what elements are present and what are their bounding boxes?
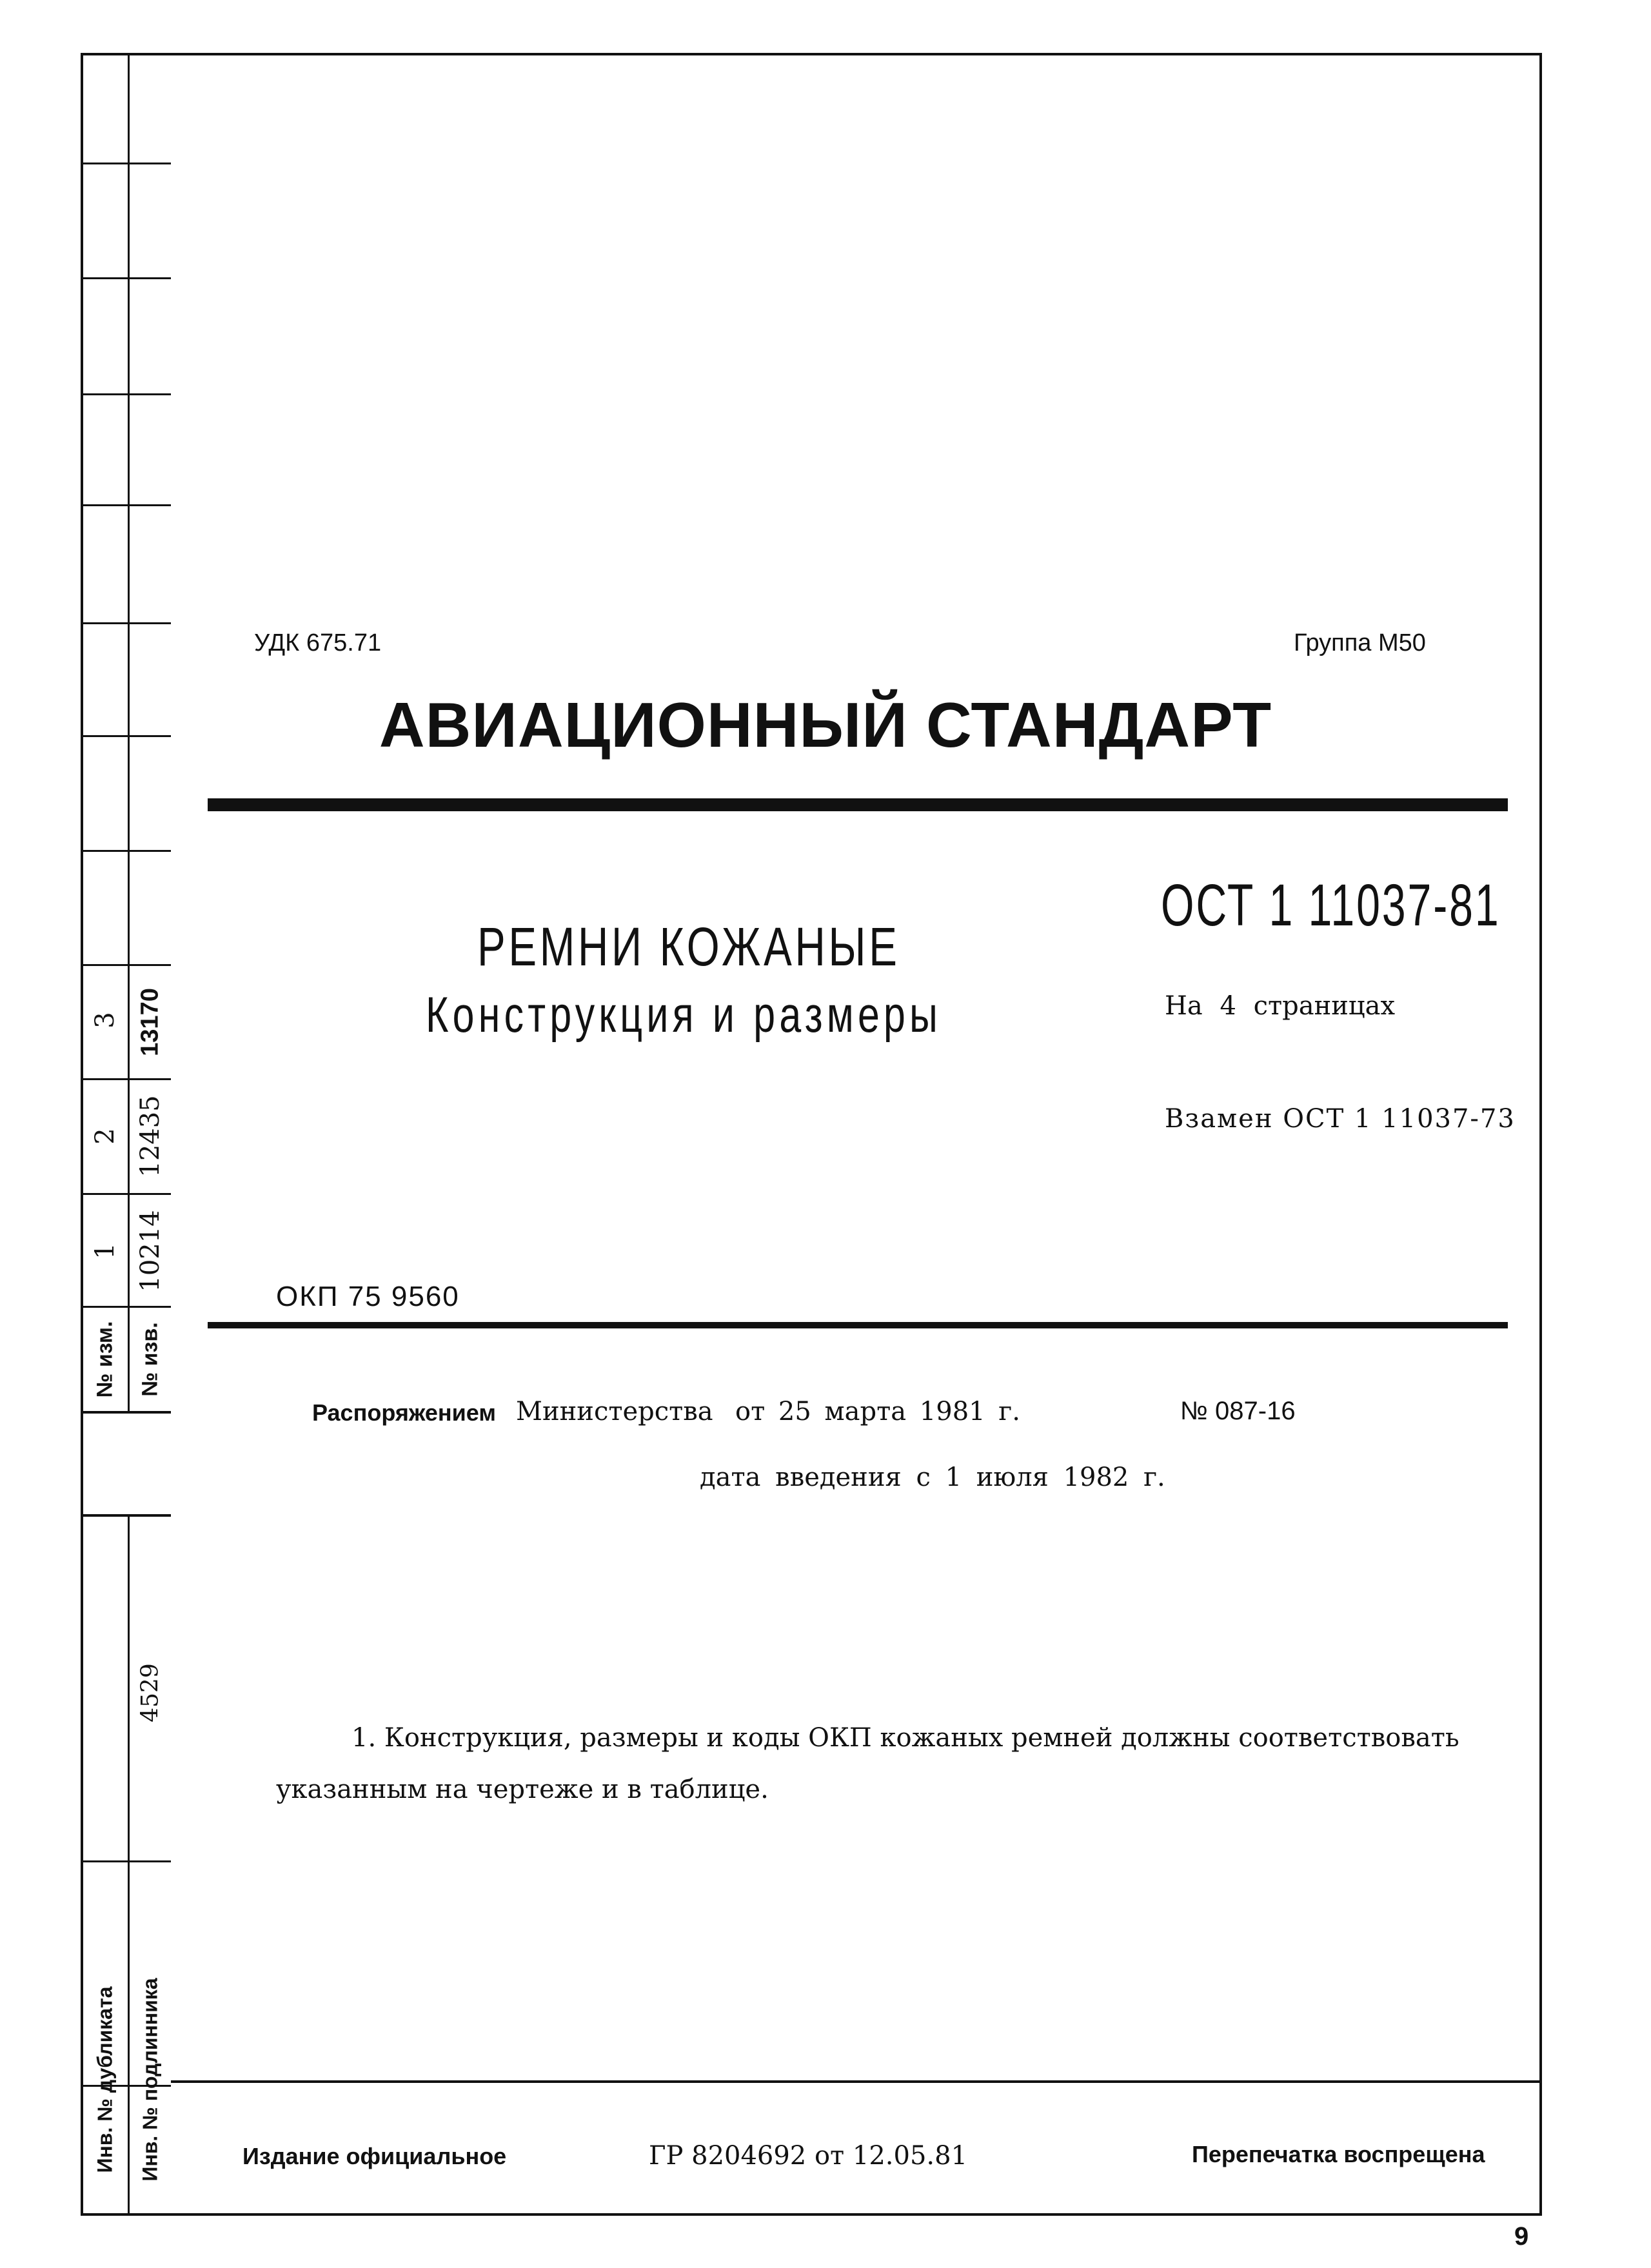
edition-note: Издание официальное xyxy=(242,2143,507,2169)
page-title: АВИАЦИОННЫЙ СТАНДАРТ xyxy=(379,689,1272,760)
paragraph-line: 1. Конструкция, размеры и коды ОКП кожаных ремней должны соответствовать xyxy=(351,1723,1459,1753)
standard-pages: На 4 страницах xyxy=(1165,991,1396,1021)
stamp-row-line xyxy=(81,1078,171,1080)
order-date: от 25 марта 1981 г. xyxy=(735,1397,1020,1426)
standard-name: РЕМНИ КОЖАНЫЕ xyxy=(477,916,900,977)
stamp-row-line xyxy=(81,1193,171,1195)
stamp-row-line xyxy=(81,850,171,852)
stamp-middle-line-lower xyxy=(128,1515,130,2216)
stamp-duplicate-label: Инв. № дубликата xyxy=(93,1986,117,2173)
title-rule xyxy=(208,798,1508,811)
footer-rule xyxy=(171,2080,1542,2083)
stamp-original-inventory: 4529 xyxy=(137,1663,164,1722)
okp-rule xyxy=(208,1322,1508,1328)
group-code: Группа М50 xyxy=(1294,629,1426,656)
standard-replaces: Взамен ОСТ 1 11037-73 xyxy=(1165,1104,1516,1134)
stamp-change-label: № изм. xyxy=(92,1321,117,1398)
standard-subtitle: Конструкция и размеры xyxy=(426,986,942,1043)
effective-date: дата введения с 1 июля 1982 г. xyxy=(700,1463,1165,1492)
okp-code: ОКП 75 9560 xyxy=(276,1281,460,1312)
order-number: № 087-16 xyxy=(1180,1397,1296,1425)
stamp-row-line xyxy=(81,622,171,624)
order-authority: Министерства xyxy=(516,1397,713,1426)
stamp-notice-number: 10214 xyxy=(135,1210,165,1292)
stamp-notice-number: 12435 xyxy=(135,1095,165,1178)
stamp-bottom-upper xyxy=(81,1411,171,1414)
stamp-notice-number: 13170 xyxy=(136,988,164,1056)
stamp-left-border-lower xyxy=(81,1515,83,2216)
stamp-row-line xyxy=(81,1306,171,1308)
stamp-row-line xyxy=(81,277,171,279)
stamp-change-number: 1 xyxy=(90,1243,120,1259)
registration-note: ГР 8204692 от 12.05.81 xyxy=(649,2141,968,2171)
standard-number: ОСТ 1 11037-81 xyxy=(1161,873,1501,938)
paragraph-line: указанным на чертеже и в таблице. xyxy=(276,1775,769,1804)
reprint-note: Перепечатка воспрещена xyxy=(1192,2141,1485,2167)
udk-code: УДК 675.71 xyxy=(254,629,382,656)
stamp-row-line xyxy=(81,964,171,966)
order-label: Распоряжением xyxy=(312,1399,496,1426)
stamp-notice-label: № изв. xyxy=(137,1322,163,1397)
stamp-row-line xyxy=(81,393,171,395)
stamp-original-label: Инв. № подлинника xyxy=(138,1978,162,2182)
stamp-change-number: 3 xyxy=(90,1012,120,1029)
stamp-row-line xyxy=(81,504,171,506)
page-frame xyxy=(81,53,1542,2216)
page-number: 9 xyxy=(1514,2222,1529,2251)
stamp-change-number: 2 xyxy=(90,1128,120,1145)
stamp-row-line xyxy=(81,1860,171,1862)
stamp-row-line xyxy=(81,163,171,164)
stamp-top-lower xyxy=(81,1514,171,1517)
